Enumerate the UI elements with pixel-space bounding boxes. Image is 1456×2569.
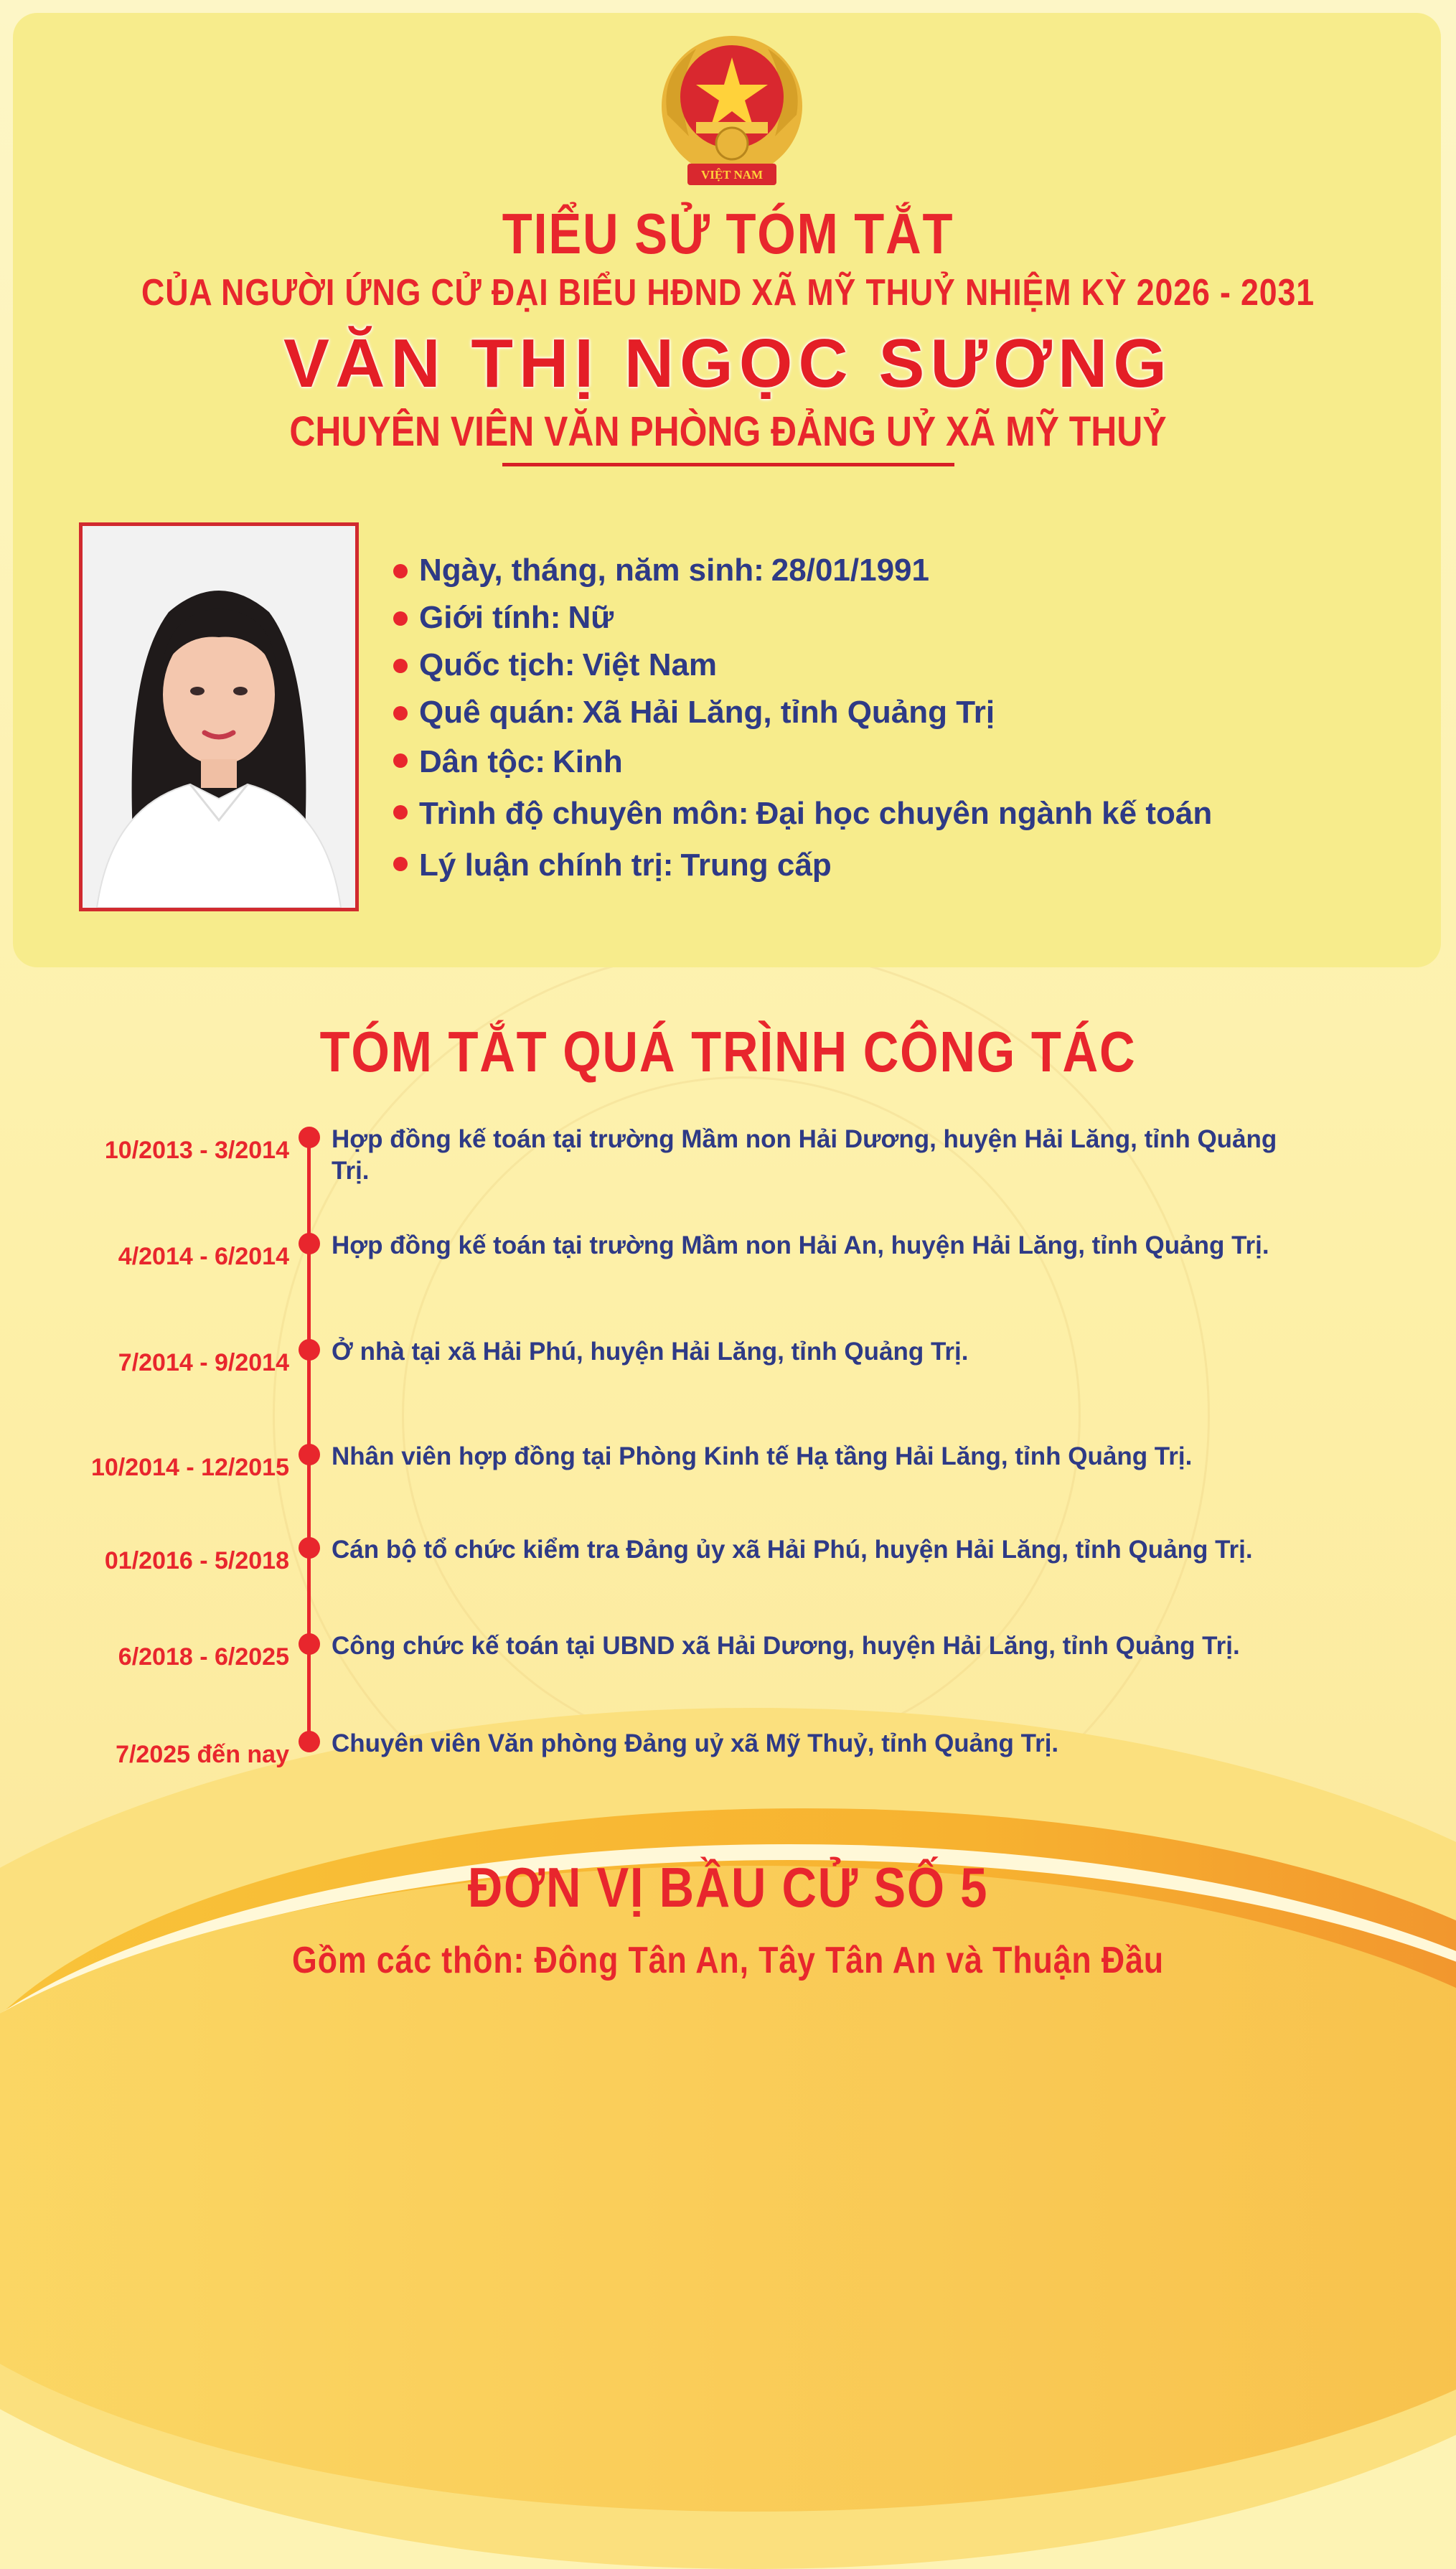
timeline-date: 10/2014 - 12/2015 [90, 1454, 289, 1481]
bullet-icon [393, 706, 408, 720]
candidate-name: VĂN THỊ NGỌC SƯƠNG [283, 325, 1173, 402]
timeline-dot-icon [299, 1731, 320, 1752]
candidate-role: CHUYÊN VIÊN VĂN PHÒNG ĐẢNG UỶ XÃ MỸ THUỶ [289, 408, 1167, 455]
timeline-text: Hợp đồng kế toán tại trường Mầm non Hải An, huyện Hải Lăng, tỉnh Quảng Trị. [332, 1231, 1269, 1259]
svg-text:VIỆT NAM: VIỆT NAM [700, 168, 764, 182]
timeline-text: Hợp đồng kế toán tại trường Mầm non Hải Dương, huyện Hải Lăng, tỉnh Quảng Trị. [332, 1125, 1277, 1185]
info-item-political-theory: Lý luận chính trị: Trung cấp [393, 840, 1212, 891]
timeline-date: 01/2016 - 5/2018 [104, 1547, 289, 1574]
role-underline [502, 463, 954, 466]
candidate-photo [79, 522, 359, 911]
bullet-icon [393, 611, 408, 626]
page-title: TIỂU SỬ TÓM TẮT [502, 202, 954, 266]
info-item-ethnicity: Dân tộc: Kinh [393, 736, 1212, 788]
timeline-dot-icon [299, 1339, 320, 1361]
bullet-icon [393, 659, 408, 673]
national-emblem-icon [646, 29, 818, 194]
timeline-text: Công chức kế toán tại UBND xã Hải Dương, huyện Hải Lăng, tỉnh Quảng Trị. [332, 1632, 1240, 1660]
constituency-villages: Gồm các thôn: Đông Tân An, Tây Tân An và Thuận Đầu [292, 1940, 1164, 1981]
page-subtitle: CỦA NGƯỜI ỨNG CỬ ĐẠI BIỂU HĐND XÃ MỸ THUỶ NHIỆM KỲ 2026 - 2031 [141, 272, 1315, 314]
timeline-dot-icon [299, 1233, 320, 1254]
bullet-icon [393, 857, 408, 871]
personal-info-list [393, 547, 1212, 891]
constituency-title: ĐƠN VỊ BẦU CỬ SỐ 5 [467, 1856, 989, 1919]
timeline-line [307, 1137, 311, 1747]
timeline-dot-icon [299, 1537, 320, 1559]
info-item-hometown: Quê quán: Xã Hải Lăng, tỉnh Quảng Trị [393, 689, 1212, 736]
timeline-text: Ở nhà tại xã Hải Phú, huyện Hải Lăng, tỉnh Quảng Trị. [332, 1338, 969, 1366]
timeline-text: Cán bộ tổ chức kiểm tra Đảng ủy xã Hải Phú, huyện Hải Lăng, tỉnh Quảng Trị. [332, 1536, 1253, 1564]
timeline-date: 7/2014 - 9/2014 [118, 1349, 289, 1376]
bullet-icon [393, 564, 408, 578]
bullet-icon [393, 753, 408, 768]
career-section-title: TÓM TẮT QUÁ TRÌNH CÔNG TÁC [319, 1020, 1137, 1084]
timeline-text: Nhân viên hợp đồng tại Phòng Kinh tế Hạ tầng Hải Lăng, tỉnh Quảng Trị. [332, 1442, 1193, 1470]
timeline-date: 7/2025 đến nay [116, 1741, 289, 1768]
info-item-education: Trình độ chuyên môn: Đại học chuyên ngành kế toán [393, 788, 1212, 840]
portrait-image [83, 526, 355, 908]
timeline-date: 6/2018 - 6/2025 [118, 1643, 289, 1671]
timeline-dot-icon [299, 1127, 320, 1148]
bullet-icon [393, 805, 408, 819]
info-item-nationality: Quốc tịch: Việt Nam [393, 642, 1212, 689]
timeline-text: Chuyên viên Văn phòng Đảng uỷ xã Mỹ Thuỷ, tỉnh Quảng Trị. [332, 1729, 1059, 1757]
info-item-gender: Giới tính: Nữ [393, 594, 1212, 642]
timeline-dot-icon [299, 1633, 320, 1655]
timeline-dot-icon [299, 1444, 320, 1465]
timeline-date: 4/2014 - 6/2014 [118, 1243, 289, 1270]
info-item-birthdate: Ngày, tháng, năm sinh: 28/01/1991 [393, 547, 1212, 594]
timeline-date: 10/2013 - 3/2014 [104, 1137, 289, 1164]
